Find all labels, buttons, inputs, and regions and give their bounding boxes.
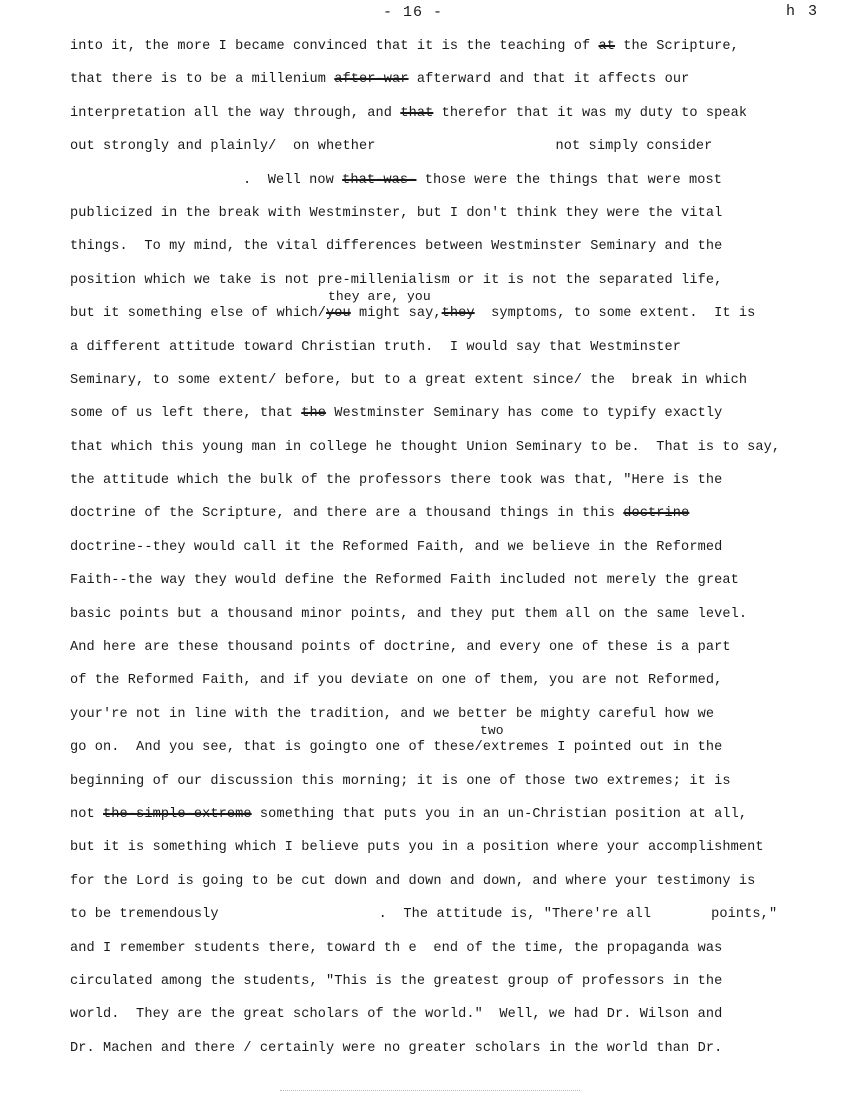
text-line [70,1005,790,1038]
line-text: symptoms, to some extent. It is [474,306,756,322]
line-text: interpretation all the way through, and [70,105,401,121]
line-text: things. To my mind, the vital differences between Westminster Seminary and the [70,239,723,255]
interlinear-insert: they are, you [328,289,431,305]
text-line [70,605,790,638]
text-line [70,671,790,704]
struck-text: you [326,306,351,322]
text-line [70,571,790,604]
line-text: and I remember students there, toward th e end of the time, the propaganda was [70,940,723,956]
line-text: publicized in the break with Westminster, but I don't think they were the vital [70,205,723,221]
line-text: to be tremendously [70,907,219,923]
line-text: go on. And you see, that is goingto one of these/extremes I pointed out in the [70,740,723,756]
line-text: out strongly and plainly/ on whether [70,139,376,155]
struck-text: that-was- [342,172,417,188]
line-text: afterward and that it affects our [408,72,690,88]
text-line [70,104,790,137]
line-text: doctrine of the Scripture, and there are a thousand things in this [70,506,624,522]
text-line [70,705,790,738]
page-number: - 16 - [383,4,444,21]
struck-text: that [400,105,434,121]
text-line [70,972,790,1005]
line-text: some of us left there, that [70,406,302,422]
line-text: might say, [350,306,442,322]
text-line [70,204,790,237]
line-text: the Scripture, [615,39,739,54]
text-line [70,37,790,70]
text-line [70,872,790,905]
text-line [70,371,790,404]
line-text: position which we take is not pre-millenialism or it is not the separated life, [70,272,723,288]
struck-text: the [301,406,326,422]
line-text: of the Reformed Faith, and if you deviate on one of them, you are not Reformed, [70,673,723,689]
text-line [70,772,790,805]
line-text: for the Lord is going to be cut down and down and down, and where your testimony is [70,873,756,889]
text-line [70,638,790,671]
body-text [70,37,790,1072]
line-text: Faith--the way they would define the Reformed Faith included not merely the great [70,573,739,589]
corner-tag: h 3 [786,3,820,20]
line-text: basic points but a thousand minor points, and they put them all on the same level. [70,606,748,622]
line-text: something that puts you in an un-Christian position at all, [251,806,748,822]
line-text: therefor that it was my duty to speak [433,105,748,121]
text-line [70,338,790,371]
struck-text: after-war [334,72,409,88]
text-line [70,70,790,103]
line-text: beginning of our discussion this morning; it is one of those two extremes; it is [70,773,731,789]
struck-text: the-simple-extreme [103,806,252,822]
line-text: . The attitude is, "There're all [378,907,652,923]
text-line [70,538,790,571]
line-text: doctrine--they would call it the Reformed Faith, and we believe in the Reformed [70,539,723,555]
line-text: And here are these thousand points of doctrine, and every one of these is a part [70,640,731,656]
text-line [70,723,790,771]
line-text: that there is to be a millenium [70,72,335,88]
line-text: the attitude which the bulk of the professors there took was that, "Here is the [70,473,723,489]
bottom-edge-marks [280,1090,580,1093]
struck-text: at [598,39,615,54]
text-line [70,805,790,838]
line-text: points," [711,907,778,923]
text-line [70,171,790,204]
line-text: not [70,806,104,822]
line-text: into it, the more I became convinced that it is the teaching of [70,39,599,54]
text-line [70,939,790,972]
line-text: that which this young man in college he thought Union Seminary to be. That is to say, [70,439,781,455]
line-text: Seminary, to some extent/ before, but to a great extent since/ the break in which [70,372,748,388]
text-line [70,905,790,938]
struck-text: they [441,306,475,322]
line-text: not simply consider [555,139,713,155]
text-line [70,404,790,437]
struck-text: doctrine [623,506,690,522]
line-text: a different attitude toward Christian truth. I would say that Westminster [70,339,682,355]
line-text: Westminster Seminary has come to typify exactly [326,406,723,422]
interlinear-insert: two [480,723,504,739]
line-text: but it is something which I believe puts you in a position where your accomplishment [70,840,764,856]
line-text: . Well now [210,172,343,188]
line-text: world. They are the great scholars of the world." Well, we had Dr. Wilson and [70,1007,723,1023]
line-text: those were the things that were most [416,172,722,188]
line-text: Dr. Machen and there / certainly were no greater scholars in the world than Dr. [70,1040,723,1056]
text-line [70,438,790,471]
text-line [70,137,790,170]
text-line [70,838,790,871]
text-line [70,504,790,537]
line-text: but it something else of which/ [70,306,326,322]
text-line [70,237,790,270]
line-text: circulated among the students, "This is the greatest group of professors in the [70,973,723,989]
text-line [70,471,790,504]
text-line [70,1039,790,1072]
text-line [70,289,790,337]
line-text: your're not in line with the tradition, and we better be mighty careful how we [70,706,715,722]
